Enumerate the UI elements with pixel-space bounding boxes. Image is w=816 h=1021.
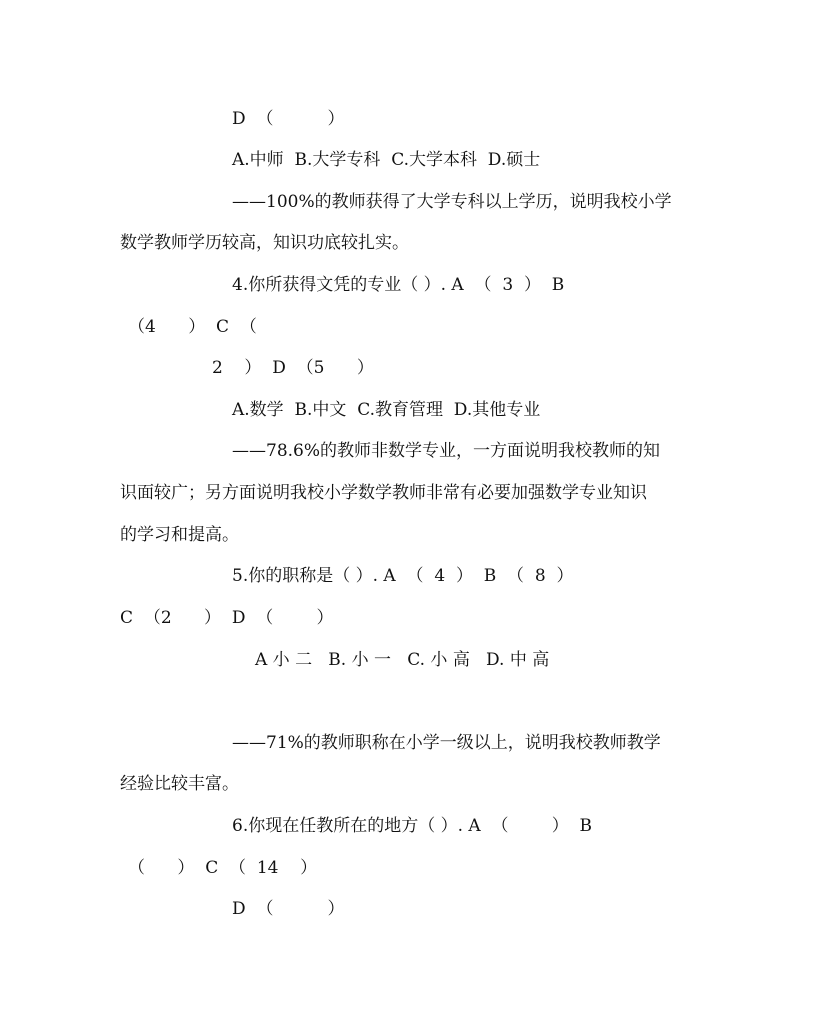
text-line: 的学习和提高。 <box>120 525 239 545</box>
text-line: A.中师 B.大学专科 C.大学本科 D.硕士 <box>232 150 541 170</box>
text-line: D （ ） <box>232 109 345 129</box>
text-line: 6.你现在任教所在的地方（ ）. A （ ） B <box>232 816 593 836</box>
text-line: A.数学 B.中文 C.教育管理 D.其他专业 <box>232 400 541 420</box>
text-line: （4 ） C （ <box>128 317 257 337</box>
text-line: 识面较广；另方面说明我校小学数学教师非常有必要加强数学专业知识 <box>120 483 647 503</box>
text-line: ——78.6%的教师非数学专业，一方面说明我校教师的知 <box>232 441 661 461</box>
text-line: 经验比较丰富。 <box>120 774 239 794</box>
text-line: C （2 ） D （ ） <box>120 608 334 628</box>
text-line: （ ） C （ 14 ） <box>128 858 318 878</box>
text-line: 4.你所获得文凭的专业（ ）. A （ 3 ） B <box>232 275 565 295</box>
text-line: 2 ） D （5 ） <box>212 358 374 378</box>
text-line: A 小 二 B. 小 一 C. 小 高 D. 中 高 <box>255 650 550 670</box>
text-line: ——100%的教师获得了大学专科以上学历，说明我校小学 <box>232 192 672 212</box>
text-line: 5.你的职称是（ ）. A （ 4 ） B （ 8 ） <box>232 566 574 586</box>
text-line: 数学教师学历较高，知识功底较扎实。 <box>120 233 409 253</box>
text-line: ——71%的教师职称在小学一级以上，说明我校教师教学 <box>232 733 661 753</box>
text-line: D （ ） <box>232 899 345 919</box>
